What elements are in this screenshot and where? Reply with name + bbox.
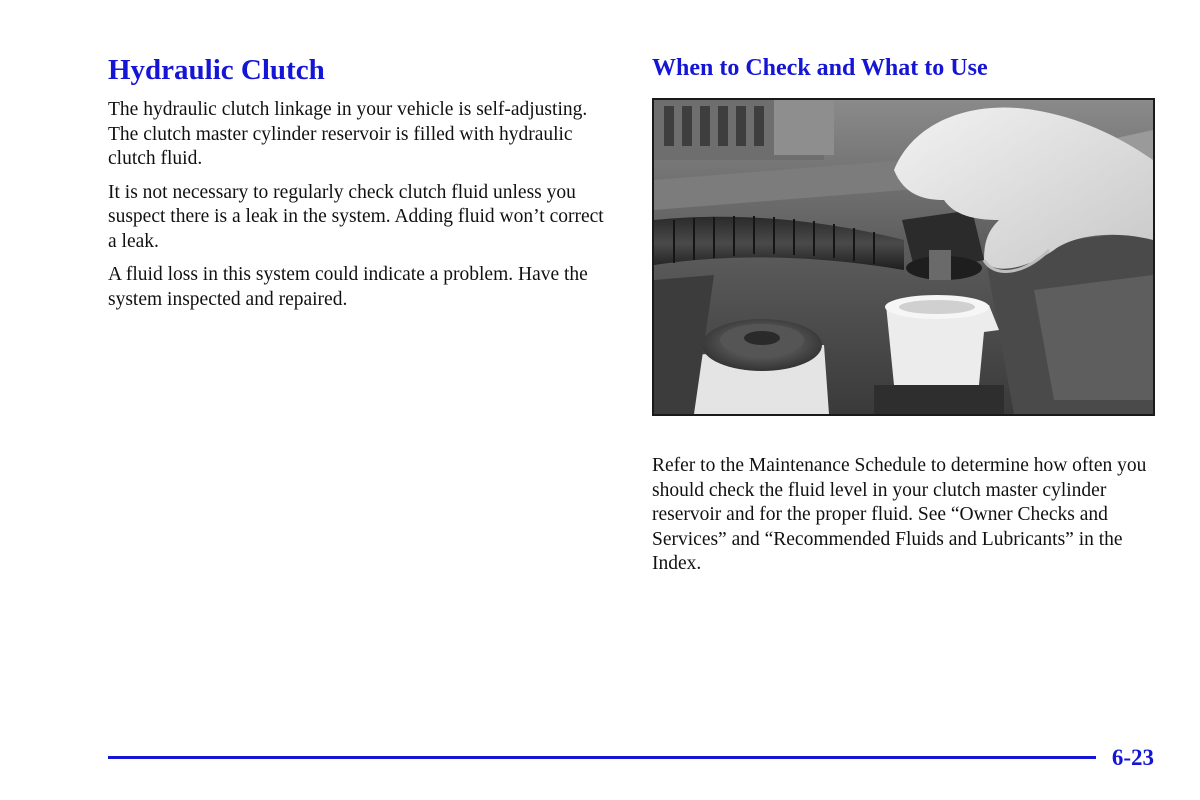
footer-rule: [108, 756, 1096, 759]
paragraph-fluid-loss: A fluid loss in this system could indicate a problem. Have the system inspected and repaired.: [108, 264, 588, 310]
right-column: [652, 52, 1157, 586]
paragraph-maintenance-schedule: Refer to the Maintenance Schedule to determine how often you should check the fluid level in your clutch master cylinder reservoir and for the proper fluid. See “Owner Checks and Services” and “Recommended Fluids and Lubricants” in the Index.: [652, 455, 1147, 574]
reservoir-photo-illustration: [654, 100, 1153, 414]
left-column: [108, 52, 608, 321]
section-heading-when-to-check: When to Check and What to Use: [652, 55, 988, 81]
section-heading-hydraulic-clutch: Hydraulic Clutch: [108, 54, 325, 86]
paragraph-linkage: The hydraulic clutch linkage in your vehicle is self-adjusting. The clutch master cylinder reservoir is filled with hydraulic clutch fluid.: [108, 99, 588, 169]
page-number: 6-23: [1111, 745, 1154, 770]
paragraph-check-fluid: It is not necessary to regularly check clutch fluid unless you suspect there is a leak in the system. Adding fluid won’t correct a leak.: [108, 181, 604, 252]
reservoir-photo: [652, 98, 1155, 416]
